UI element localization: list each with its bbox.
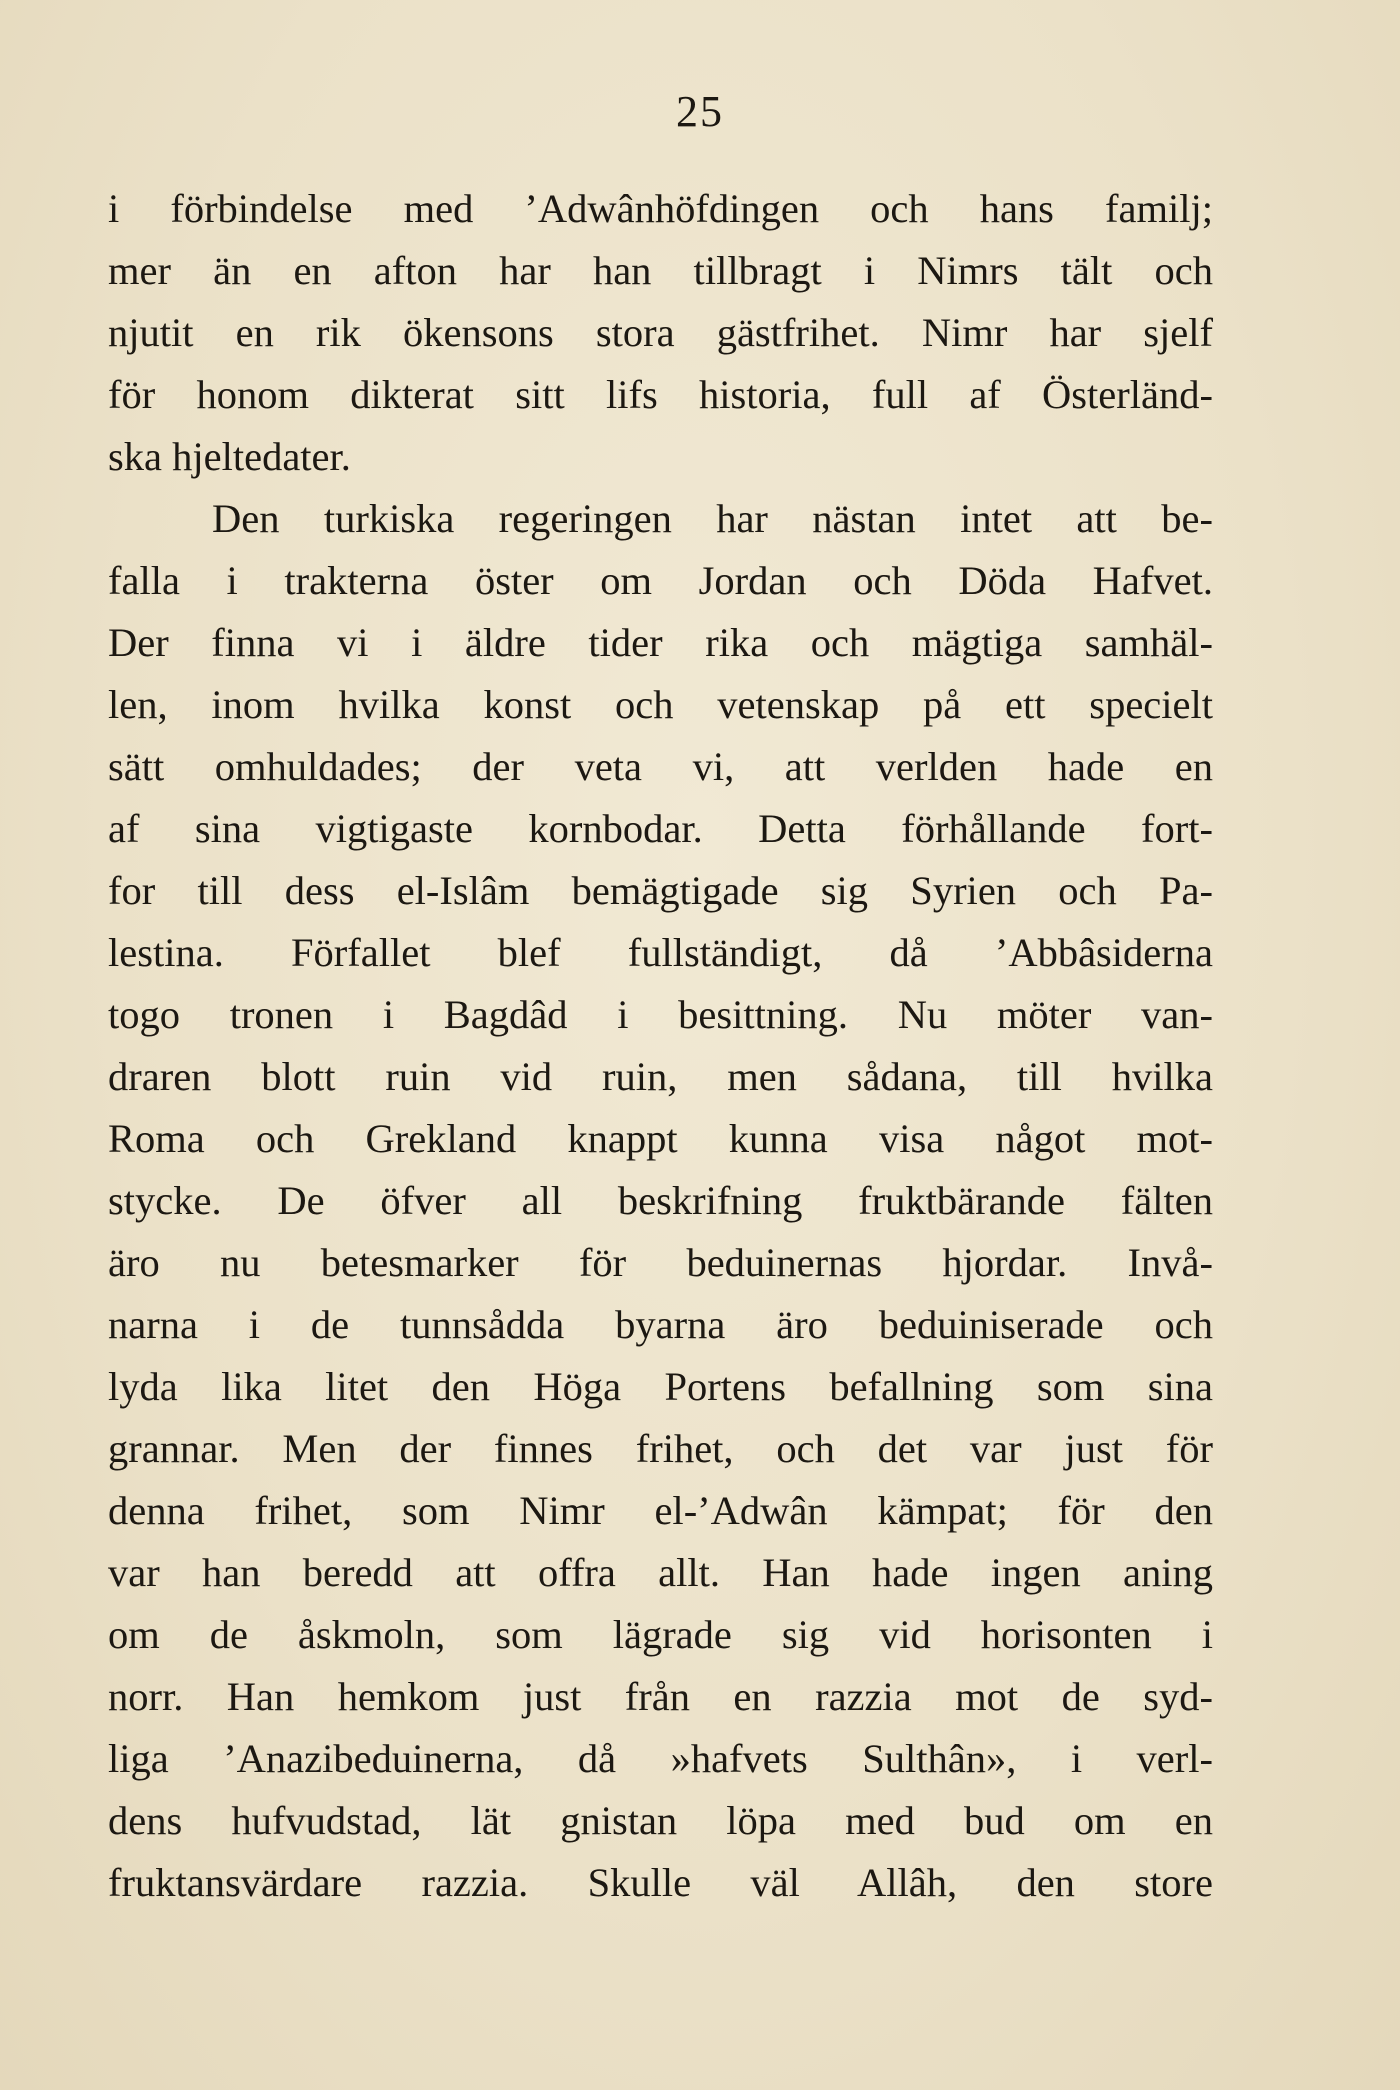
text-line: dens hufvudstad, lät gnistan löpa med bud om en: [108, 1798, 1213, 1843]
text-line: sätt omhuldades; der veta vi, att verlden hade en: [108, 744, 1213, 789]
text-line: draren blott ruin vid ruin, men sådana, till hvilka: [108, 1054, 1213, 1099]
text-line: lyda lika litet den Höga Portens befallning som sina: [108, 1364, 1213, 1409]
body-text: [108, 178, 1213, 1914]
text-line: mer än en afton har han tillbragt i Nimrs tält och: [108, 248, 1213, 293]
text-line: i förbindelse med ’Adwânhöfdingen och hans familj;: [108, 186, 1213, 231]
text-line: af sina vigtigaste kornbodar. Detta förhållande fort-: [108, 806, 1213, 851]
text-line: lestina. Förfallet blef fullständigt, då ’Abbâsiderna: [108, 930, 1213, 975]
text-line: togo tronen i Bagdâd i besittning. Nu möter van-: [108, 992, 1213, 1037]
text-line: Den turkiska regeringen har nästan intet att be-: [212, 496, 1213, 541]
text-line: var han beredd att offra allt. Han hade ingen aning: [108, 1550, 1213, 1595]
text-line: for till dess el-Islâm bemägtigade sig Syrien och Pa-: [108, 868, 1213, 913]
text-line: liga ’Anazibeduinerna, då »hafvets Sulthân», i verl-: [108, 1736, 1213, 1781]
text-line: om de åskmoln, som lägrade sig vid horisonten i: [108, 1612, 1213, 1657]
text-line: ska hjeltedater.: [108, 434, 351, 479]
text-line: äro nu betesmarker för beduinernas hjordar. Invå-: [108, 1240, 1213, 1285]
text-line: för honom dikterat sitt lifs historia, full af Österländ-: [108, 372, 1213, 417]
text-line: grannar. Men der finnes frihet, och det var just för: [108, 1426, 1213, 1471]
text-line: falla i trakterna öster om Jordan och Döda Hafvet.: [108, 558, 1213, 603]
text-line: norr. Han hemkom just från en razzia mot de syd-: [108, 1674, 1213, 1719]
text-line: stycke. De öfver all beskrifning fruktbärande fälten: [108, 1178, 1213, 1223]
text-line: njutit en rik ökensons stora gästfrihet. Nimr har sjelf: [108, 310, 1213, 355]
text-line: fruktansvärdare razzia. Skulle väl Allâh, den store: [108, 1860, 1213, 1905]
text-line: denna frihet, som Nimr el-’Adwân kämpat; för den: [108, 1488, 1213, 1533]
text-line: len, inom hvilka konst och vetenskap på ett specielt: [108, 682, 1213, 727]
text-line: narna i de tunnsådda byarna äro beduiniserade och: [108, 1302, 1213, 1347]
text-line: Roma och Grekland knappt kunna visa något mot-: [108, 1116, 1213, 1161]
text-line: Der finna vi i äldre tider rika och mägtiga samhäl-: [108, 620, 1213, 665]
page-number: 25: [676, 87, 724, 136]
